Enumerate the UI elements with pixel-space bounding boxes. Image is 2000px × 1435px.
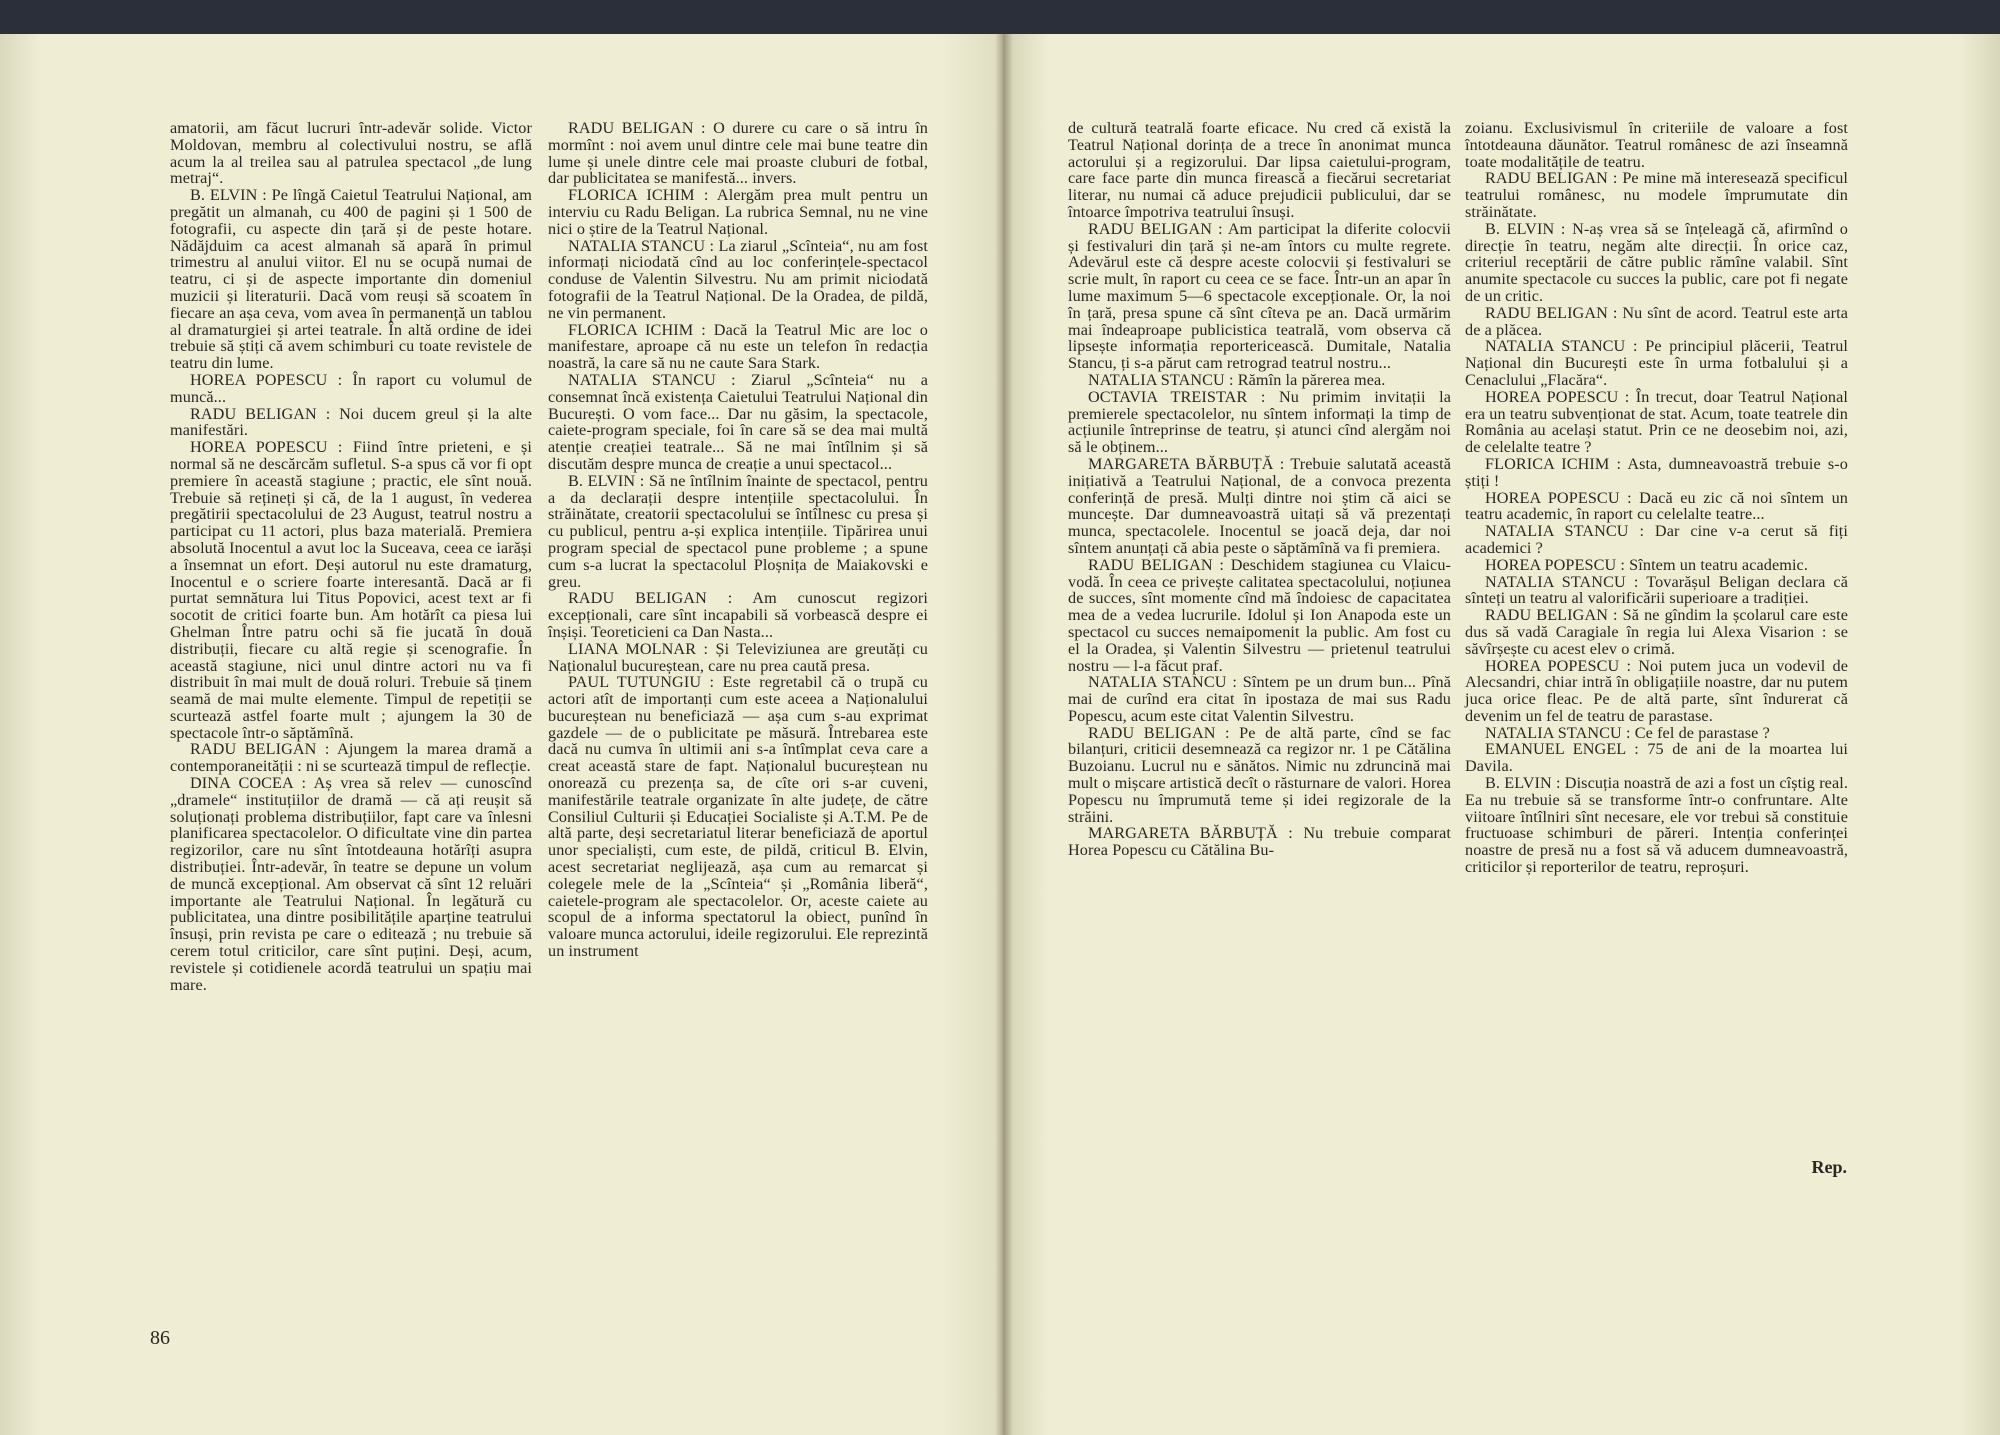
paragraph: FLORICA ICHIM : Alergăm prea mult pentru un interviu cu Radu Beligan. La rubrica Semnal, nu ne vine nici o știre de la Teatrul Național. xyxy=(548,186,928,238)
paragraph: B. ELVIN : N-aș vrea să se înțeleagă că, afirmînd o direcție în teatru, negăm alte direcții. În orice caz, criteriul receptării de către public rămîne valabil. Sînt anumite spectacole cu succes la public, care pot fi negate de un critic. xyxy=(1465,219,1848,305)
paragraph: RADU BELIGAN : Nu sînt de acord. Teatrul este arta de a plăcea. xyxy=(1465,303,1848,339)
paragraph: RADU BELIGAN : Să ne gîndim la școlarul care este dus să vadă Caragiale în regia lui Alexa Visarion : se săvîrșește cu acest elev o crimă. xyxy=(1465,606,1848,658)
signature: Rep. xyxy=(1811,1157,1847,1177)
paragraph: RADU BELIGAN : Noi ducem greul și la alte manifestări. xyxy=(170,404,532,440)
right-column-1 xyxy=(1068,120,1451,859)
paragraph: NATALIA STANCU : Ziarul „Scînteia“ nu a consemnat încă existența Caietului Teatrului Național din București. O vom face... Dar nu găsim, la spectacole, caiete-program speciale, foi în care să se dea mai multă atenție creației teatrale... Să ne mai întîlnim și să discutăm despre munca de creație a unui spectacol... xyxy=(548,370,928,473)
paragraph: FLORICA ICHIM : Asta, dumneavoastră trebuie s-o știți ! xyxy=(1465,454,1848,490)
paragraph: NATALIA STANCU : Dar cine v-a cerut să fiți academici ? xyxy=(1465,522,1848,557)
paragraph: MARGARETA BĂRBUȚĂ : Trebuie salutată această inițiativă a Teatrului Național, de a convoca prezenta conferință de presă. Mulți dintre noi știm că aici se muncește. Dar dumneavoastră uitați să vă prezentați munca, spectacolele. Inocentul se joacă deja, dar noi sîntem anunțați că abia peste o săptămînă va fi premiera. xyxy=(1068,454,1451,557)
paragraph: RADU BELIGAN : Pe de altă parte, cînd se fac bilanțuri, criticii desemnează ca regizor nr. 1 pe Cătălina Buzoianu. Lucrul nu e sănătos. Nimic nu zdruncină mai mult o mișcare artistică decît o răsturnare de valori. Horea Popescu nu împrumută teme și idei regizorale de la străini. xyxy=(1068,723,1451,826)
paragraph: RADU BELIGAN : Pe mine mă interesează specificul teatrului românesc, nu modele împrumutate din străinătate. xyxy=(1465,169,1848,221)
paragraph: B. ELVIN : Să ne întîlnim înainte de spectacol, pentru a da declarații despre intențiile spectacolului. În străinătate, creatorii spectacolului se întîlnesc cu presa și cu publicul, pentru a-și explica intențiile. Tipărirea unui program special de spectacol pune probleme ; a spune cum s-a lucrat la spectacolul Ploșnița de Maiakovski e greu. xyxy=(548,471,928,591)
paragraph: zoianu. Exclusivismul în criteriile de valoare a fost întotdeauna dăunător. Teatrul românesc de azi înseamnă toate modalitățile de teatru. xyxy=(1465,119,1848,171)
paragraph: HOREA POPESCU : Fiind între prieteni, e și normal să ne descărcăm sufletul. S-a spus că vor fi opt premiere în această stagiune ; practic, ele sînt nouă. Trebuie să rețineți și că, de la 1 august, în vederea pregătirii spectacolului de 23 August, teatrul nostru a participat cu 11 actori, plus baza materială. Premiera absolută Inocentul a avut loc la Suceava, ceea ce iarăși a însemnat un efort. Deși autorul nu este dramaturg, Inocentul e o scriere foarte interesantă. Dacă ar fi purtat semnătura lui Titus Popovici, acest text ar fi socotit de critici foarte bun. Am hotărît ca piesa lui Ghelman Între patru ochi să fie jucată în două distribuții, fiecare cu altă regie și scenografie. În această stagiune, nici unul dintre actori nu va fi distribuit în mai mult de două roluri. Trebuie să ținem seamă de mai multe elemente. Timpul de repetiții se scurtează astfel foarte mult ; ajungem la 30 de spectacole într-o săptămînă. xyxy=(170,438,532,742)
paragraph: RADU BELIGAN : Deschidem stagiunea cu Vlaicu-vodă. În ceea ce privește calitatea spectacolului, noțiunea de succes, sînt momente cînd mă îndoiesc de capacitatea mea de a vedea lucrurile. Idolul și Ion Anapoda este un spectacol cu succes nemaipomenit la public. Am fost cu el la Oradea, și Valentin Silvestru — prietenul teatrului nostru — l-a făcut praf. xyxy=(1068,555,1451,675)
right-page xyxy=(1003,34,2000,1435)
paragraph: NATALIA STANCU : Ce fel de parastase ? xyxy=(1485,723,1770,742)
paragraph: NATALIA STANCU : Sîntem pe un drum bun... Pînă mai de curînd era citat în ipostaza de mai sus Radu Popescu, acum este citat Valentin Silvestru. xyxy=(1068,673,1451,725)
paragraph: HOREA POPESCU : În raport cu volumul de muncă... xyxy=(170,370,532,406)
paragraph: B. ELVIN : Pe lîngă Caietul Teatrului Național, am pregătit un almanah, cu 400 de pagini și 1 500 de fotografii, cu aspecte din țară și de peste hotare. Nădăjduim ca acest almanah să apară în primul trimestru al anului viitor. El nu se ocupă numai de teatru, ci și de aspecte importante din domeniul muzicii și literaturii. Dacă vom reuși să scoatem în fiecare an așa ceva, vom avea în permanență un tablou al dramaturgiei și artei teatrale. În altă ordine de idei trebuie să știți că avem schimburi cu toate revistele de teatru din lume. xyxy=(170,186,532,373)
right-column-2 xyxy=(1465,120,1848,876)
paragraph: RADU BELIGAN : Am participat la diferite colocvii și festivaluri din țară și ne-am întors cu multe regrete. Adevărul este că despre aceste colocvii și festivaluri se scrie mult, în raport cu ceea ce se face. Într-un an apar în lume maximum 5—6 spectacole excepționale. Or, la noi în țară, presa spune că sînt cîteva pe an. Dacă urmărim mai îndeaproape publicistica teatrală, vom observa că lipsește informația reportericească. Dumitale, Natalia Stancu, ți s-a părut cam retrograd teatrul nostru... xyxy=(1068,219,1451,373)
paragraph: MARGARETA BĂRBUȚĂ : Nu trebuie comparat Horea Popescu cu Cătălina Bu- xyxy=(1068,824,1451,860)
paragraph: de cultură teatrală foarte eficace. Nu cred că există la Teatrul Național dorința de a trece în anonimat munca actorului și a regizorului. Dar lipsa caietului-program, care face parte din munca firească a fiecărui secretariat literar, nu numai că aduce prejudicii publicului, dar se întoarce împotriva teatrului însuși. xyxy=(1068,119,1451,221)
paragraph: PAUL TUTUNGIU : Este regretabil că o trupă cu actori atît de importanți cum este aceea a Naționalului bucureștean nu beneficiază — așa cum s-au exprimat gazdele — de o publicitate pe măsură. Întrebarea este dacă nu cumva în ultimii ani s-a întîmplat ceva care a creat această stare de fapt. Naționalul bucureștean nu onorează cu prezența sa, de cîte ori s-ar cuveni, manifestările teatrale organizate în alte județe, de către Consiliul Culturii și Educației Socialiste și A.T.M. Pe de altă parte, deși secretariatul literar beneficiază de aportul unor specialiști, cum este, de pildă, criticul B. Elvin, acest secretariat neglijează, așa cum au remarcat și colegele mele de la „Scînteia“ și „România liberă“, caietele-program ale spectacolelor. Or, aceste caiete au scopul de a informa spectatorul la obiect, punînd în valoare munca actorului, ideile regizorului. Ele reprezintă un instrument xyxy=(548,673,928,961)
paragraph: LIANA MOLNAR : Și Televiziunea are greutăți cu Naționalul bucureștean, care nu prea caută presa. xyxy=(548,639,928,675)
paragraph: HOREA POPESCU : Sîntem un teatru academic. xyxy=(1485,555,1808,574)
page-number: 86 xyxy=(150,1327,170,1349)
paragraph: OCTAVIA TREISTAR : Nu primim invitații la premierele spectacolelor, nu sîntem informați la timp de acțiunile întreprinse de teatru, și atunci cînd alergăm noi să le obținem... xyxy=(1068,387,1451,457)
paragraph: HOREA POPESCU : Noi putem juca un vodevil de Alecsandri, chiar intră în obligațiile noastre, dar nu putem juca orice fleac. Pe de altă parte, sînt îndurerat că devenim un fel de teatru de parastase. xyxy=(1465,656,1848,725)
paragraph: B. ELVIN : Discuția noastră de azi a fost un cîștig real. Ea nu trebuie să se transforme într-o confruntare. Alte viitoare întîlniri sînt necesare, ele vor trebui să constituie fructuoase schimburi de păreri. Intenția conferinței noastre de presă nu a fost să vă aducem dumneavoastră, criticilor și reporterilor de teatru, reproșuri. xyxy=(1465,774,1848,877)
paragraph: HOREA POPESCU : În trecut, doar Teatrul Național era un teatru subvenționat de stat. Acum, toate teatrele din România au același statut. Prin ce ne deosebim noi, azi, de celelalte teatre ? xyxy=(1465,387,1848,457)
book-gutter xyxy=(995,34,1013,1435)
paragraph: NATALIA STANCU : Rămîn la părerea mea. xyxy=(1088,370,1386,389)
paragraph: EMANUEL ENGEL : 75 de ani de la moartea lui Davila. xyxy=(1465,740,1848,776)
left-column-1 xyxy=(170,120,532,993)
paragraph: RADU BELIGAN : Ajungem la marea dramă a contemporaneității : ni se scurtează timpul de reflecție. xyxy=(170,740,532,776)
paragraph: amatorii, am făcut lucruri într-adevăr solide. Victor Moldovan, membru al colectivului nostru, se află acum la al treilea sau al patrulea spectacol „de lung metraj“. xyxy=(170,119,532,188)
paragraph: RADU BELIGAN : Am cunoscut regizori excepționali, care sînt incapabili să vorbească despre ei înșiși. Teoreticieni ca Dan Nasta... xyxy=(548,589,928,641)
paragraph: NATALIA STANCU : Tovarășul Beligan declara că sînteți un teatru al valorificării superioare a tradiției. xyxy=(1465,572,1848,608)
paragraph: NATALIA STANCU : Pe principiul plăcerii, Teatrul Național din București este în urma fotbalului și a Cenaclului „Flacăra“. xyxy=(1465,337,1848,389)
left-page xyxy=(0,34,1003,1435)
paragraph: NATALIA STANCU : La ziarul „Scînteia“, nu am fost informați niciodată cînd au loc conferințele-spectacol conduse de Valentin Silvestru. Nu am primit niciodată fotografii de la Teatrul Național. De la Oradea, de pildă, ne vin permanent. xyxy=(548,236,928,322)
paragraph: RADU BELIGAN : O durere cu care o să intru în mormînt : noi avem unul dintre cele mai bune teatre din lume și unele dintre cele mai proaste cluburi de fotbal, dar publicitatea se manifestă... invers. xyxy=(548,119,928,188)
paragraph: HOREA POPESCU : Dacă eu zic că noi sîntem un teatru academic, în raport cu celelalte teatre... xyxy=(1465,488,1848,524)
paragraph: FLORICA ICHIM : Dacă la Teatrul Mic are loc o manifestare, aproape că nu este un telefon în redacția noastră, la care să nu ne caute Sara Stark. xyxy=(548,320,928,373)
paragraph: DINA COCEA : Aș vrea să relev — cunoscînd „dramele“ instituțiilor de dramă — că ați reușit să soluționați problema distribuțiilor, fapt care va înlesni planificarea spectacolelor. O dificultate vine din partea regizorilor, care nu sînt întotdeauna hotărîți asupra distribuției. Într-adevăr, în teatre se depune un volum de muncă excepțional. Am observat că sînt 12 reluări importante ale Teatrului Național. În legătură cu publicitatea, una dintre posibilitățile aparține teatrului însuși, prin revista pe care o editează ; nu trebuie să cerem totul criticilor, care sînt puțini. Deși, acum, revistele și cotidienele acordă teatrului un spațiu mai mare. xyxy=(170,774,532,994)
left-column-2 xyxy=(548,120,928,960)
